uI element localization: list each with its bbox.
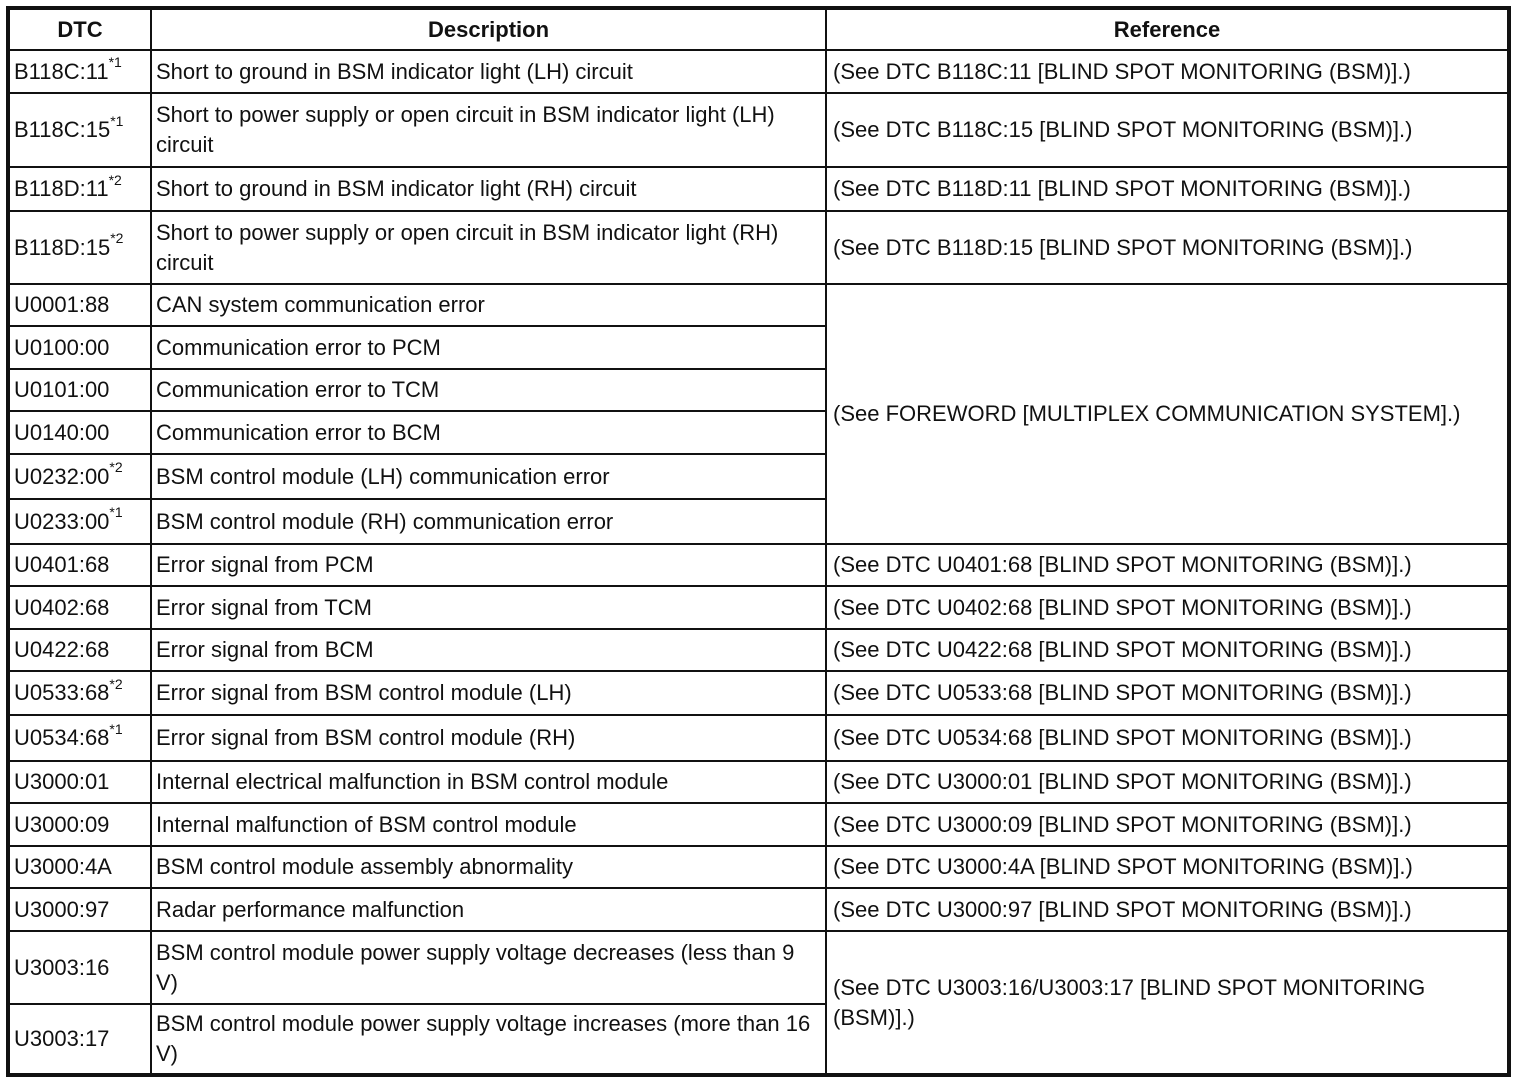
- description-cell: Communication error to PCM: [151, 326, 826, 369]
- description-cell: BSM control module (LH) communication error: [151, 454, 826, 499]
- table-row: [8, 586, 1509, 629]
- header-dtc: DTC: [8, 8, 151, 50]
- description-cell: CAN system communication error: [151, 284, 826, 326]
- dtc-cell: [8, 454, 151, 499]
- table-row: [8, 931, 1509, 1004]
- reference-cell: (See DTC U0401:68 [BLIND SPOT MONITORING (BSM)].): [826, 544, 1509, 586]
- description-cell: Error signal from BSM control module (RH): [151, 715, 826, 761]
- footnote-marker: *2: [108, 171, 122, 188]
- dtc-code: U0402:68: [14, 594, 110, 620]
- footnote-marker: *2: [109, 459, 123, 476]
- dtc-cell: [8, 846, 151, 888]
- dtc-cell: [8, 50, 151, 93]
- dtc-code: B118C:11: [14, 58, 109, 84]
- footnote-marker: *2: [109, 675, 123, 692]
- header-description: Description: [151, 8, 826, 50]
- footnote-marker: *2: [110, 230, 124, 247]
- dtc-cell: [8, 499, 151, 544]
- dtc-cell: [8, 761, 151, 803]
- dtc-code: U0422:68: [14, 637, 110, 662]
- description-cell: Internal electrical malfunction in BSM control module: [151, 761, 826, 803]
- footnote-marker: *1: [110, 112, 124, 129]
- table-row: [8, 284, 1509, 326]
- dtc-code: U3000:4A: [14, 854, 112, 879]
- dtc-cell: [8, 715, 151, 761]
- dtc-cell: [8, 1004, 151, 1075]
- dtc-cell: [8, 888, 151, 931]
- table-header-row: [8, 8, 1509, 50]
- reference-cell: (See DTC B118C:11 [BLIND SPOT MONITORING (BSM)].): [826, 50, 1509, 93]
- dtc-cell: [8, 629, 151, 671]
- table-row: [8, 761, 1509, 803]
- description-cell: Radar performance malfunction: [151, 888, 826, 931]
- reference-cell: (See DTC U0402:68 [BLIND SPOT MONITORING (BSM)].): [826, 586, 1509, 629]
- description-cell: Short to ground in BSM indicator light (RH) circuit: [151, 167, 826, 211]
- dtc-code: U3000:01: [14, 769, 110, 794]
- dtc-cell: [8, 284, 151, 326]
- table-row: [8, 544, 1509, 586]
- description-cell: BSM control module (RH) communication error: [151, 499, 826, 544]
- dtc-cell: [8, 167, 151, 211]
- description-cell: Short to power supply or open circuit in BSM indicator light (LH) circuit: [151, 93, 826, 167]
- table-row: [8, 715, 1509, 761]
- dtc-table: [6, 6, 1511, 1077]
- description-cell: Error signal from PCM: [151, 544, 826, 586]
- dtc-cell: [8, 326, 151, 369]
- table-row: [8, 629, 1509, 671]
- reference-cell: (See DTC U0422:68 [BLIND SPOT MONITORING (BSM)].): [826, 629, 1509, 671]
- dtc-code: U0100:00: [14, 334, 110, 360]
- reference-cell: (See DTC B118D:15 [BLIND SPOT MONITORING (BSM)].): [826, 211, 1509, 284]
- reference-cell-u3003: (See DTC U3003:16/U3003:17 [BLIND SPOT MONITORING (BSM)].): [826, 931, 1509, 1075]
- dtc-code: U3000:09: [14, 811, 110, 837]
- dtc-code: U0533:68: [14, 680, 110, 705]
- dtc-cell: [8, 544, 151, 586]
- dtc-cell: [8, 369, 151, 411]
- dtc-cell: [8, 211, 151, 284]
- dtc-code: U0233:00: [14, 508, 110, 534]
- dtc-code: U3000:97: [14, 896, 110, 922]
- table-row: [8, 211, 1509, 284]
- description-cell: Communication error to BCM: [151, 411, 826, 454]
- description-cell: Error signal from BCM: [151, 629, 826, 671]
- dtc-code: U0232:00: [14, 463, 110, 489]
- description-cell: Communication error to TCM: [151, 369, 826, 411]
- footnote-marker: *1: [108, 54, 122, 71]
- description-cell: BSM control module power supply voltage decreases (less than 9 V): [151, 931, 826, 1004]
- table-row: [8, 671, 1509, 715]
- dtc-cell: [8, 93, 151, 167]
- table-row: [8, 167, 1509, 211]
- reference-cell: (See DTC U3000:97 [BLIND SPOT MONITORING (BSM)].): [826, 888, 1509, 931]
- description-cell: Internal malfunction of BSM control module: [151, 803, 826, 846]
- dtc-code: U0101:00: [14, 377, 110, 402]
- dtc-cell: [8, 671, 151, 715]
- reference-cell: (See DTC U3000:4A [BLIND SPOT MONITORING (BSM)].): [826, 846, 1509, 888]
- header-reference: Reference: [826, 8, 1509, 50]
- reference-cell-multiplex: (See FOREWORD [MULTIPLEX COMMUNICATION SYSTEM].): [826, 284, 1509, 544]
- dtc-code: B118C:15: [14, 117, 111, 142]
- footnote-marker: *1: [109, 504, 123, 521]
- dtc-code: U3003:16: [14, 954, 110, 980]
- description-cell: Short to power supply or open circuit in BSM indicator light (RH) circuit: [151, 211, 826, 284]
- dtc-code: U3003:17: [14, 1026, 110, 1051]
- description-cell: BSM control module power supply voltage increases (more than 16 V): [151, 1004, 826, 1075]
- description-cell: Error signal from TCM: [151, 586, 826, 629]
- reference-cell: (See DTC U0533:68 [BLIND SPOT MONITORING (BSM)].): [826, 671, 1509, 715]
- table-row: [8, 803, 1509, 846]
- dtc-code: U0534:68: [14, 725, 110, 750]
- reference-cell: (See DTC U3000:01 [BLIND SPOT MONITORING (BSM)].): [826, 761, 1509, 803]
- reference-cell: (See DTC U0534:68 [BLIND SPOT MONITORING (BSM)].): [826, 715, 1509, 761]
- dtc-code: B118D:11: [14, 176, 109, 201]
- dtc-code: U0140:00: [14, 419, 110, 445]
- reference-cell: (See DTC B118C:15 [BLIND SPOT MONITORING (BSM)].): [826, 93, 1509, 167]
- dtc-code: U0001:88: [14, 292, 110, 317]
- description-cell: BSM control module assembly abnormality: [151, 846, 826, 888]
- table-row: [8, 846, 1509, 888]
- dtc-cell: [8, 411, 151, 454]
- reference-cell: (See DTC B118D:11 [BLIND SPOT MONITORING (BSM)].): [826, 167, 1509, 211]
- dtc-cell: [8, 931, 151, 1004]
- description-cell: Error signal from BSM control module (LH): [151, 671, 826, 715]
- footnote-marker: *1: [109, 720, 123, 737]
- table-row: [8, 50, 1509, 93]
- dtc-cell: [8, 586, 151, 629]
- table-row: [8, 93, 1509, 167]
- dtc-code: U0401:68: [14, 552, 110, 577]
- dtc-cell: [8, 803, 151, 846]
- description-cell: Short to ground in BSM indicator light (LH) circuit: [151, 50, 826, 93]
- dtc-code: B118D:15: [14, 234, 111, 260]
- reference-cell: (See DTC U3000:09 [BLIND SPOT MONITORING (BSM)].): [826, 803, 1509, 846]
- table-row: [8, 888, 1509, 931]
